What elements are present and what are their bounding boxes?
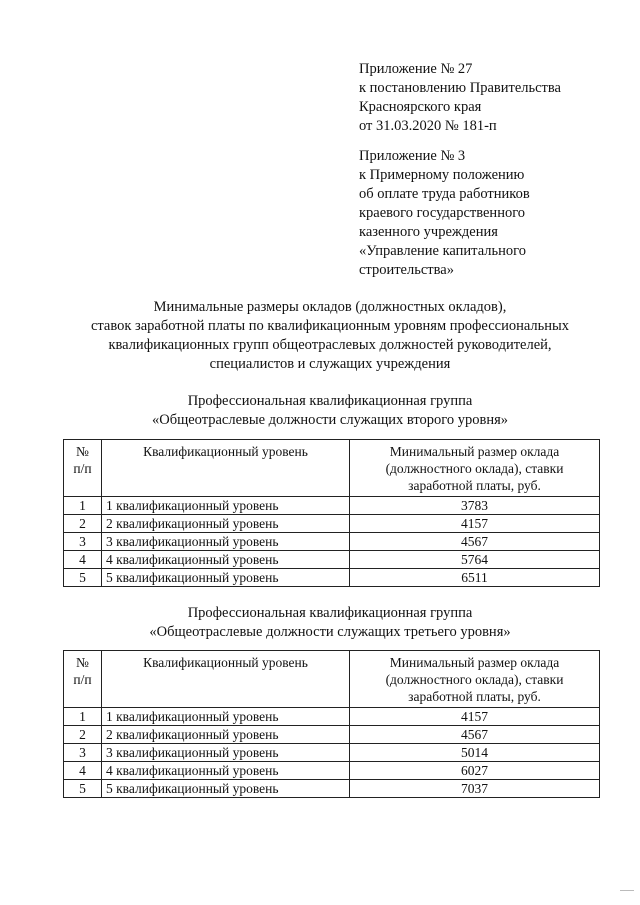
appendix-line: «Управление капитального bbox=[359, 243, 526, 259]
row-number: 5 bbox=[64, 569, 102, 587]
scan-margin-mark bbox=[620, 890, 634, 891]
table-row bbox=[64, 533, 600, 551]
group-title-line: «Общеотраслевые должности служащих второго уровня» bbox=[151, 412, 509, 428]
group-title-second-level bbox=[40, 392, 620, 430]
header-line: № bbox=[76, 655, 89, 670]
header-line: № bbox=[76, 444, 89, 459]
title-line: квалификационных групп общеотраслевых должностей руководителей, bbox=[108, 337, 552, 353]
row-level: 5 квалификационный уровень bbox=[102, 780, 350, 798]
row-level: 2 квалификационный уровень bbox=[102, 726, 350, 744]
header-line: Минимальный размер оклада bbox=[389, 655, 560, 670]
appendix-line: Приложение № 27 bbox=[359, 61, 473, 77]
row-salary: 6027 bbox=[350, 762, 600, 780]
table-row bbox=[64, 569, 600, 587]
row-level: 5 квалификационный уровень bbox=[102, 569, 350, 587]
header-line: Минимальный размер оклада bbox=[389, 444, 560, 459]
row-salary: 4567 bbox=[350, 726, 600, 744]
header-line: заработной платы, руб. bbox=[408, 478, 541, 493]
header-line: заработной платы, руб. bbox=[408, 689, 541, 704]
appendix-line: казенного учреждения bbox=[359, 224, 498, 240]
table-row bbox=[64, 497, 600, 515]
table-row bbox=[64, 515, 600, 533]
salary-table-third-level bbox=[63, 650, 600, 798]
table-row bbox=[64, 708, 600, 726]
row-level: 3 квалификационный уровень bbox=[102, 744, 350, 762]
document-title bbox=[40, 298, 620, 374]
row-level: 1 квалификационный уровень bbox=[102, 708, 350, 726]
row-number: 3 bbox=[64, 744, 102, 762]
group-title-line: «Общеотраслевые должности служащих третьего уровня» bbox=[149, 624, 511, 640]
column-header-salary bbox=[350, 651, 600, 708]
table-row bbox=[64, 551, 600, 569]
column-header-number bbox=[64, 440, 102, 497]
appendix-line: Приложение № 3 bbox=[359, 148, 466, 164]
row-number: 2 bbox=[64, 515, 102, 533]
row-salary: 4157 bbox=[350, 708, 600, 726]
appendix-3-header bbox=[359, 147, 530, 280]
row-level: 4 квалификационный уровень bbox=[102, 762, 350, 780]
row-level: 1 квалификационный уровень bbox=[102, 497, 350, 515]
title-line: ставок заработной платы по квалификационным уровням профессиональных bbox=[90, 318, 570, 334]
header-line: п/п bbox=[73, 672, 92, 687]
column-header-level: Квалификационный уровень bbox=[102, 651, 350, 708]
row-number: 4 bbox=[64, 551, 102, 569]
row-salary: 5764 bbox=[350, 551, 600, 569]
appendix-line: к Примерному положению bbox=[359, 167, 525, 183]
row-salary: 4157 bbox=[350, 515, 600, 533]
appendix-line: от 31.03.2020 № 181-п bbox=[359, 118, 497, 134]
row-salary: 5014 bbox=[350, 744, 600, 762]
table-row bbox=[64, 780, 600, 798]
title-line: специалистов и служащих учреждения bbox=[209, 356, 451, 372]
row-salary: 4567 bbox=[350, 533, 600, 551]
row-salary: 6511 bbox=[350, 569, 600, 587]
row-number: 1 bbox=[64, 708, 102, 726]
appendix-27-header bbox=[359, 60, 561, 136]
row-number: 5 bbox=[64, 780, 102, 798]
header-line: (должностного оклада), ставки bbox=[385, 461, 564, 476]
row-number: 2 bbox=[64, 726, 102, 744]
row-level: 2 квалификационный уровень bbox=[102, 515, 350, 533]
table-header-row bbox=[64, 440, 600, 497]
appendix-line: строительства» bbox=[359, 262, 454, 278]
appendix-line: к постановлению Правительства bbox=[359, 80, 561, 96]
group-title-line: Профессиональная квалификационная группа bbox=[187, 393, 473, 409]
row-salary: 7037 bbox=[350, 780, 600, 798]
appendix-line: Красноярского края bbox=[359, 99, 482, 115]
row-number: 4 bbox=[64, 762, 102, 780]
table-row bbox=[64, 726, 600, 744]
row-number: 3 bbox=[64, 533, 102, 551]
row-salary: 3783 bbox=[350, 497, 600, 515]
column-header-level: Квалификационный уровень bbox=[102, 440, 350, 497]
appendix-line: краевого государственного bbox=[359, 205, 526, 221]
title-line: Минимальные размеры окладов (должностных окладов), bbox=[153, 299, 507, 315]
table-header-row bbox=[64, 651, 600, 708]
salary-table-second-level bbox=[63, 439, 600, 587]
row-number: 1 bbox=[64, 497, 102, 515]
table-row bbox=[64, 744, 600, 762]
header-line: (должностного оклада), ставки bbox=[385, 672, 564, 687]
row-level: 3 квалификационный уровень bbox=[102, 533, 350, 551]
group-title-third-level bbox=[40, 604, 620, 642]
group-title-line: Профессиональная квалификационная группа bbox=[187, 605, 473, 621]
column-header-salary bbox=[350, 440, 600, 497]
column-header-number bbox=[64, 651, 102, 708]
header-line: п/п bbox=[73, 461, 92, 476]
table-row bbox=[64, 762, 600, 780]
row-level: 4 квалификационный уровень bbox=[102, 551, 350, 569]
appendix-line: об оплате труда работников bbox=[359, 186, 530, 202]
